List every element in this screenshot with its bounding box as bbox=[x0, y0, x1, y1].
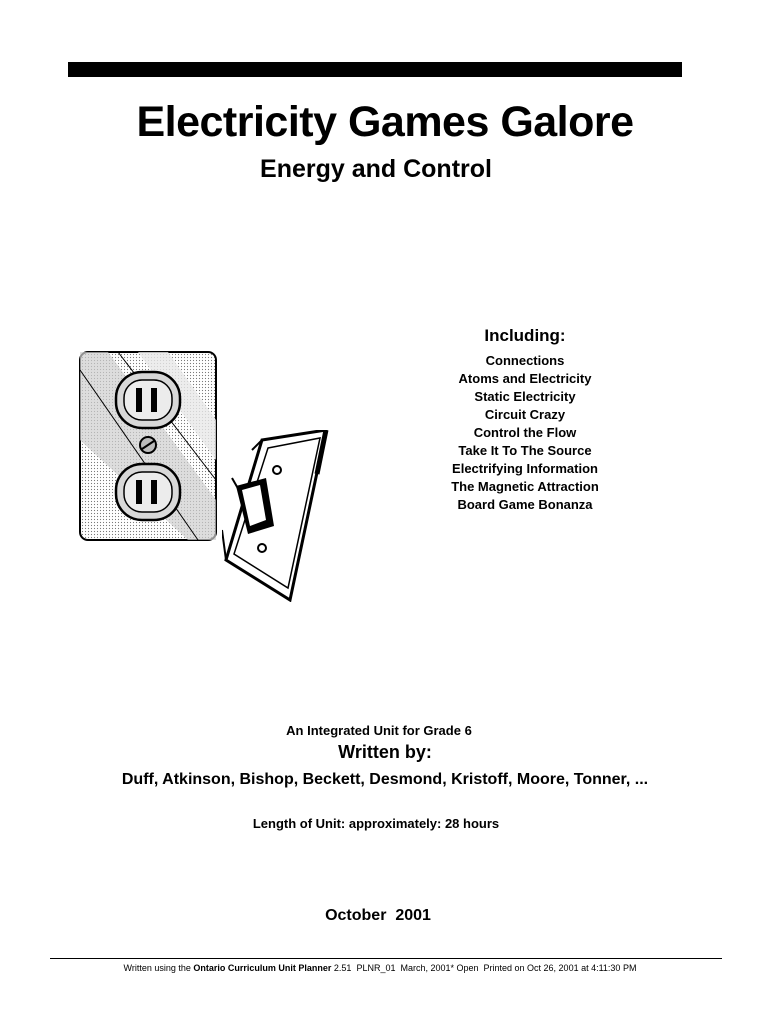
including-heading: Including: bbox=[484, 326, 566, 345]
list-item: Static Electricity bbox=[474, 389, 576, 404]
footer-planner: Ontario Curriculum Unit Planner bbox=[193, 963, 332, 973]
unit-contents bbox=[420, 326, 630, 514]
list-item: Control the Flow bbox=[473, 425, 577, 440]
page-subtitle: Energy and Control bbox=[260, 155, 492, 183]
page-title: Electricity Games Galore bbox=[136, 98, 634, 146]
footer-prefix: Written using the bbox=[123, 963, 194, 973]
list-item: The Magnetic Attraction bbox=[451, 479, 599, 494]
list-item: Circuit Crazy bbox=[484, 407, 566, 422]
authors-line: Duff, Atkinson, Bishop, Beckett, Desmond, Kristoff, Moore, Tonner, ... bbox=[121, 771, 649, 788]
grade-line: An Integrated Unit for Grade 6 bbox=[286, 723, 472, 738]
footer-suffix: 2.51 PLNR_01 March, 2001* Open Printed on Oct 26, 2001 at 4:11:30 PM bbox=[331, 963, 637, 973]
including-list bbox=[420, 352, 630, 514]
list-item: Connections bbox=[485, 353, 565, 368]
footer bbox=[0, 963, 760, 973]
electrical-outlet-icon bbox=[78, 350, 218, 542]
list-item: Take It To The Source bbox=[458, 443, 592, 458]
list-item: Board Game Bonanza bbox=[457, 497, 593, 512]
list-item: Electrifying Information bbox=[452, 461, 598, 476]
unit-length: Length of Unit: approximately: 28 hours bbox=[252, 816, 500, 831]
publication-date: October 2001 bbox=[325, 907, 431, 924]
top-rule-bar bbox=[68, 62, 682, 77]
list-item: Atoms and Electricity bbox=[458, 371, 592, 386]
light-switch-icon bbox=[222, 430, 332, 602]
footer-divider bbox=[50, 958, 722, 959]
written-by-heading: Written by: bbox=[338, 742, 432, 762]
